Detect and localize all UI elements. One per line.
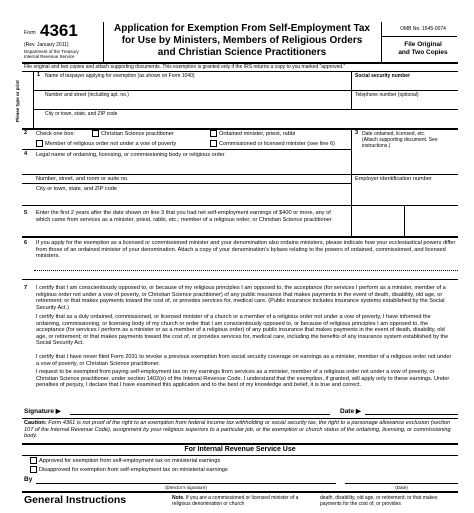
irs-date-caption: (Date) — [395, 485, 408, 490]
file-original-note: File Original and Two Copies — [398, 41, 448, 56]
signature-field[interactable] — [70, 405, 328, 414]
signature-date-field[interactable] — [365, 405, 455, 414]
checkbox[interactable] — [210, 130, 217, 137]
instructions-note: Note. If you are a commissioned or licensed minister of a religious denomination or church — [172, 495, 299, 507]
date-ordained-label: Date ordained, licensed, etc. — [362, 131, 426, 137]
ein-label: Employer identification number — [355, 176, 432, 182]
city-label: City or town, state, and ZIP code — [45, 111, 118, 117]
org-street-label: Number, street, and room or suite no. — [36, 176, 129, 182]
first-year-field[interactable] — [353, 214, 402, 234]
date-label: Date ▶ — [340, 408, 361, 415]
street-field[interactable] — [40, 98, 348, 108]
director-signature-caption: (Director’s signature) — [165, 485, 207, 490]
org-city-field[interactable] — [34, 193, 348, 204]
org-city-label: City or town, state, and ZIP code — [36, 186, 118, 192]
telephone-label: Telephone number (optional) — [355, 92, 419, 98]
checkbox[interactable] — [30, 457, 37, 464]
instructions-continued: death, disability, old age, or retirement; or that makes payments for the cost of, or provides — [320, 495, 438, 507]
type-or-print-label: Please type or print — [15, 80, 20, 122]
line-6-number: 6 — [24, 240, 28, 246]
checkbox[interactable] — [92, 130, 99, 137]
signature-label: Signature ▶ — [24, 408, 61, 415]
approved-option[interactable]: Approved for exemption from self-employment tax on ministerial earnings — [30, 457, 220, 465]
disapproved-option[interactable]: Disapproved for exemption from self-employment tax on ministerial earnings — [30, 466, 228, 474]
agency: Internal Revenue Service — [24, 54, 75, 59]
checkbox[interactable] — [30, 466, 37, 473]
ssn-label: Social security number — [355, 73, 411, 79]
telephone-field[interactable] — [353, 98, 453, 108]
form-label: Form — [24, 30, 36, 36]
line-5-text: Enter the first 2 years after the date shown on line 3 that you had net self-employment earnings of $400 or more, any of which came from services as a minister, priest, rabbi, etc.; member of a religious order; or Christian Science practitioner — [36, 210, 332, 223]
omb-number: OMB No. 1545-0074 — [400, 26, 446, 32]
ordaining-body-field[interactable] — [34, 159, 348, 173]
option-ordained-minister[interactable]: Ordained minister, priest, rabbi — [210, 130, 295, 138]
check-one-label: Check one box: — [36, 131, 75, 137]
line-2-number: 2 — [24, 130, 28, 136]
certification-3: I certify that I have never filed Form 2031 to revoke a previous exemption from social security coverage on earnings as a minister, member of a religious order not under a vow of poverty, or Christian Science practitioner. — [36, 354, 452, 367]
option-religious-order[interactable]: Member of religious order not under a vow of poverty — [36, 140, 176, 148]
line-5-number: 5 — [24, 210, 28, 216]
general-instructions-heading: General Instructions — [24, 494, 127, 506]
form-title: Application for Exemption From Self-Employment Tax for Use by Ministers, Members of Religious Orders and Christian Science Practitioners — [114, 23, 370, 58]
by-label: By — [24, 476, 33, 483]
line-7-number: 7 — [24, 285, 28, 291]
city-field[interactable] — [40, 117, 453, 127]
street-label: Number and street (including apt. no.) — [45, 92, 129, 98]
exemption-request: I request to be exempted from paying self-employment tax on my earnings from services as a minister, member of a religious order not under a vow of poverty, or Christian Science practitioner, under section 1402(e) of the Internal Revenue Code. I understand that the exemption, if granted, will apply only to these earnings. Under penalties of perjury, I declare that I have examined this application and to the best of my knowledge and belief, it is true and correct. — [36, 369, 450, 389]
caution-note: Caution: Form 4361 is not proof of the right to an exemption from federal income tax withholding or social security tax, the right to a parsonage allowance exclusion (section 107 of the Internal Revenue Code), assignment by your religious superiors to a particular job, or the exemption or church status of the ordaining, licensing, or commissioning body. — [24, 420, 451, 440]
second-year-field[interactable] — [406, 214, 456, 234]
revision-date: (Rev. January 2011) — [24, 42, 69, 48]
certification-2: I certify that as a duly ordained, commissioned, or licensed minister of a church or a member of a religious order not under a vow of poverty, I have informed the ordaining, commissioning, or licensing body of my church or order that I am conscientiously opposed to, or because of religious principles I am opposed to, the acceptance (for services I perform as a minister or as a member of a religious order) of any public insurance that makes payments in the event of death, disability, old age, or retirement; or that makes payments toward the cost of, or provides services for, medical care, including the benefits of any insurance system established by the Social Security Act. — [36, 314, 449, 347]
form-number: 4361 — [40, 21, 78, 40]
line-6-text: If you apply for the exemption as a licensed or commissioned minister and your denomination also ordains ministers, please indicate how your ecclesiastical powers differ from those of an ordained minister of your denomination. Attach a copy of your denomination’s bylaws relating to the powers of ordained, commissioned, and licensed ministers. — [36, 240, 456, 260]
taxpayer-name-label: Name of taxpayer applying for exemption (as shown on Form 1040) — [45, 73, 195, 79]
ordaining-body-label: Legal name of ordaining, licensing, or commissioning body or religious order — [36, 152, 225, 158]
ein-field[interactable] — [353, 183, 453, 203]
intro-instruction: File original and two copies and attach supporting documents. This exemption is granted only if the IRS returns a copy to you marked “approved.” — [24, 64, 346, 70]
taxpayer-name-field[interactable] — [40, 79, 348, 89]
ssn-field[interactable] — [353, 79, 453, 89]
option-christian-science[interactable]: Christian Science practitioner — [92, 130, 174, 138]
line-1-number: 1 — [37, 72, 41, 78]
date-ordained-field[interactable] — [355, 152, 453, 172]
checkbox[interactable] — [210, 140, 217, 147]
line-3-number: 3 — [355, 130, 359, 136]
department: Department of the Treasury — [24, 49, 79, 54]
line-4-number: 4 — [24, 151, 28, 157]
checkbox[interactable] — [36, 140, 43, 147]
irs-use-title: For Internal Revenue Service Use — [184, 446, 296, 453]
option-commissioned-minister[interactable]: Commissioned or licensed minister (see line 6) — [210, 140, 335, 148]
date-ordained-note: (Attach supporting document. See instructions.) — [362, 137, 438, 149]
certification-1: I certify that I am conscientiously opposed to, or because of my religious principles I am opposed to, the acceptance (for services I perform as a minister, member of a religious order not under a vow of poverty, or Christian Science practitioner) of any public insurance that makes payments in the event of death, disability, old age, or retirement; or that makes payments toward the cost of, or provides services for, medical care. (Public insurance includes insurance systems established by the Social Security Act.) — [36, 285, 446, 311]
